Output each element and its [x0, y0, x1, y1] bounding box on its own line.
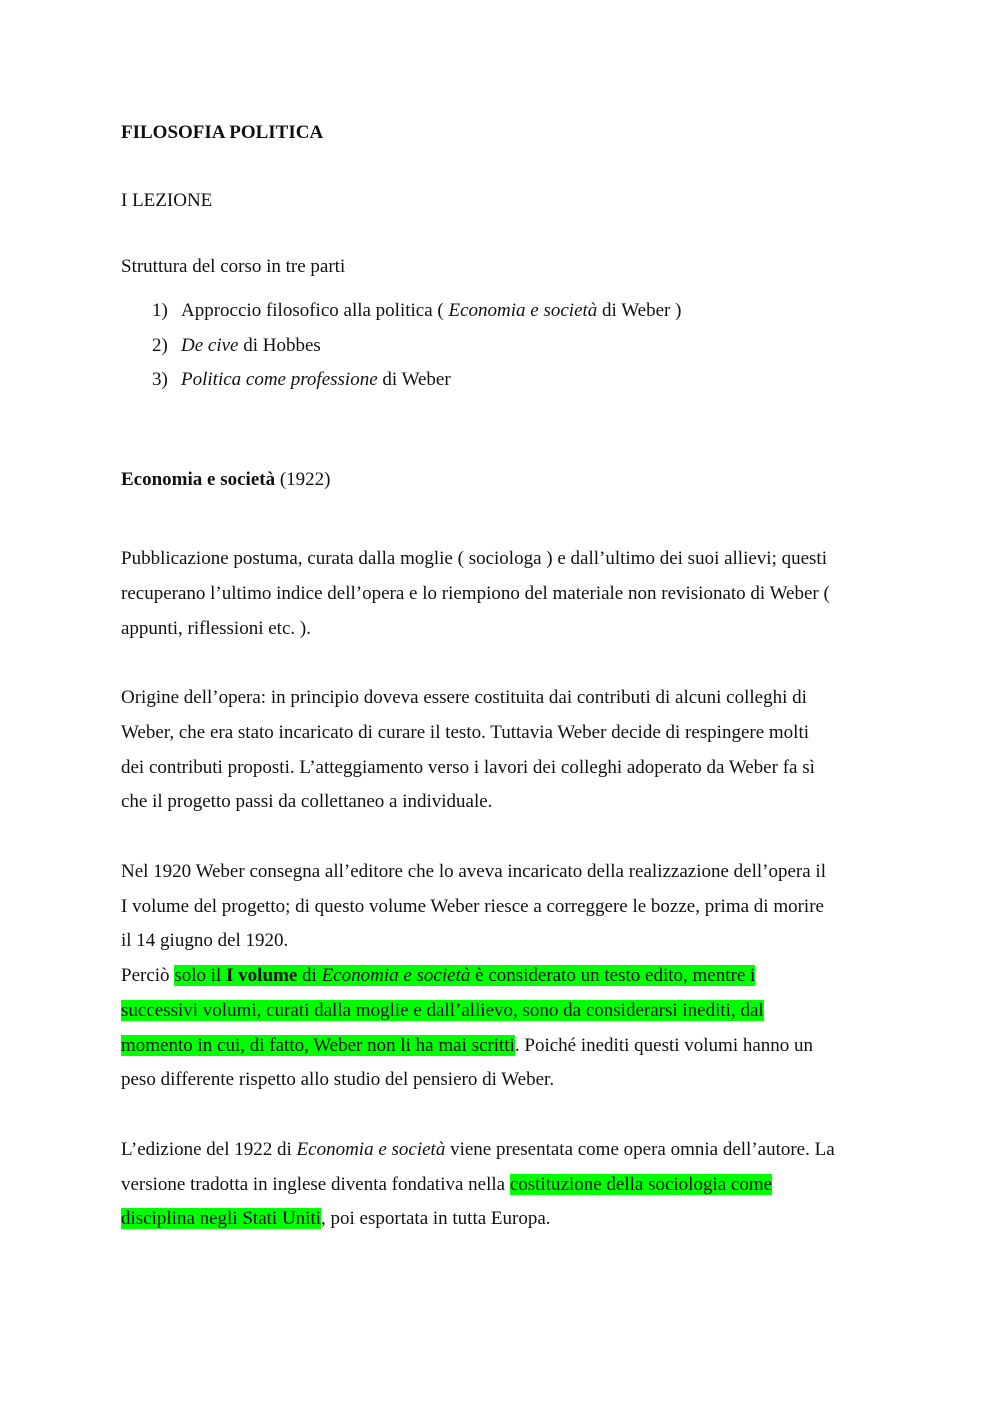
paragraph-line — [121, 963, 755, 989]
list-text: Approccio filosofico alla politica ( — [181, 300, 449, 321]
plain-text: versione tradotta in inglese diventa fondativa nella — [121, 1174, 510, 1195]
list-text: di Hobbes — [238, 335, 321, 356]
highlighted-text — [174, 965, 755, 986]
highlight-bold: I volume — [226, 965, 298, 986]
paragraph-line: recuperano l’ultimo indice dell’opera e lo riempiono del materiale non revisionato di Weber ( — [121, 583, 830, 604]
paragraph-line — [121, 1172, 772, 1198]
paragraph-line: che il progetto passi da collettaneo a individuale. — [121, 791, 493, 812]
paragraph-line: Pubblicazione postuma, curata dalla moglie ( sociologa ) e dall’ultimo dei suoi allievi; questi — [121, 548, 827, 569]
paragraph-line — [121, 998, 764, 1024]
highlight-segment: di — [297, 965, 322, 986]
plain-text: Perciò — [121, 965, 175, 986]
italic-title: Economia e società — [296, 1139, 446, 1160]
paragraph-line: I volume del progetto; di questo volume Weber riesce a correggere le bozze, prima di morire — [121, 896, 824, 917]
paragraph-line: Origine dell’opera: in principio doveva essere costituita dai contributi di alcuni colleghi di — [121, 687, 807, 708]
plain-text: L’edizione del 1922 di — [121, 1139, 297, 1160]
lesson-heading: I LEZIONE — [121, 190, 213, 211]
paragraph-line — [121, 1137, 835, 1163]
plain-text: , poi esportata in tutta Europa. — [321, 1208, 551, 1229]
paragraph-line: il 14 giugno del 1920. — [121, 930, 289, 951]
highlighted-text: costituzione della sociologia come — [509, 1174, 773, 1195]
list-number: 3) — [152, 369, 168, 390]
document-title — [121, 120, 323, 146]
paragraph-line: Weber, che era stato incaricato di curare il testo. Tuttavia Weber decide di respingere molti — [121, 722, 810, 743]
section-heading-year: (1922) — [275, 469, 331, 490]
paragraph-line: dei contributi proposti. L’atteggiamento verso i lavori dei colleghi adoperato da Weber fa sì — [121, 757, 815, 778]
list-italic-title: De cive — [181, 335, 239, 356]
title-text: FILOSOFIA POLITICA — [121, 122, 324, 143]
highlight-italic: Economia e società — [321, 965, 471, 986]
list-italic-title: Economia e società — [448, 300, 598, 321]
list-item — [152, 333, 321, 359]
list-number: 2) — [152, 335, 168, 356]
list-item — [152, 298, 681, 324]
paragraph-line: Nel 1920 Weber consegna all’editore che lo aveva incaricato della realizzazione dell’opera il — [121, 861, 826, 882]
section-heading-bold: Economia e società — [121, 469, 276, 490]
plain-text: . Poiché inediti questi volumi hanno un — [514, 1035, 814, 1056]
paragraph-line: peso differente rispetto allo studio del pensiero di Weber. — [121, 1069, 555, 1090]
structure-intro: Struttura del corso in tre parti — [121, 256, 346, 277]
list-italic-title: Politica come professione — [181, 369, 378, 390]
highlighted-text: momento in cui, di fatto, Weber non li ha mai scritti — [121, 1035, 515, 1056]
highlight-segment: solo il — [174, 965, 227, 986]
highlighted-text: successivi volumi, curati dalla moglie e dall’allievo, sono da considerarsi inediti, dal — [121, 1000, 764, 1021]
paragraph-line — [121, 1033, 813, 1059]
paragraph-line — [121, 1206, 551, 1232]
paragraph-line: appunti, riflessioni etc. ). — [121, 618, 311, 639]
list-text: di Weber ) — [597, 300, 682, 321]
list-text: di Weber — [377, 369, 451, 390]
plain-text: viene presentata come opera omnia dell’autore. La — [445, 1139, 835, 1160]
list-item — [152, 367, 451, 393]
highlighted-text: disciplina negli Stati Uniti — [121, 1208, 322, 1229]
list-number: 1) — [152, 300, 168, 321]
section-heading — [121, 467, 330, 493]
highlight-segment: è considerato un testo edito, mentre i — [470, 965, 756, 986]
